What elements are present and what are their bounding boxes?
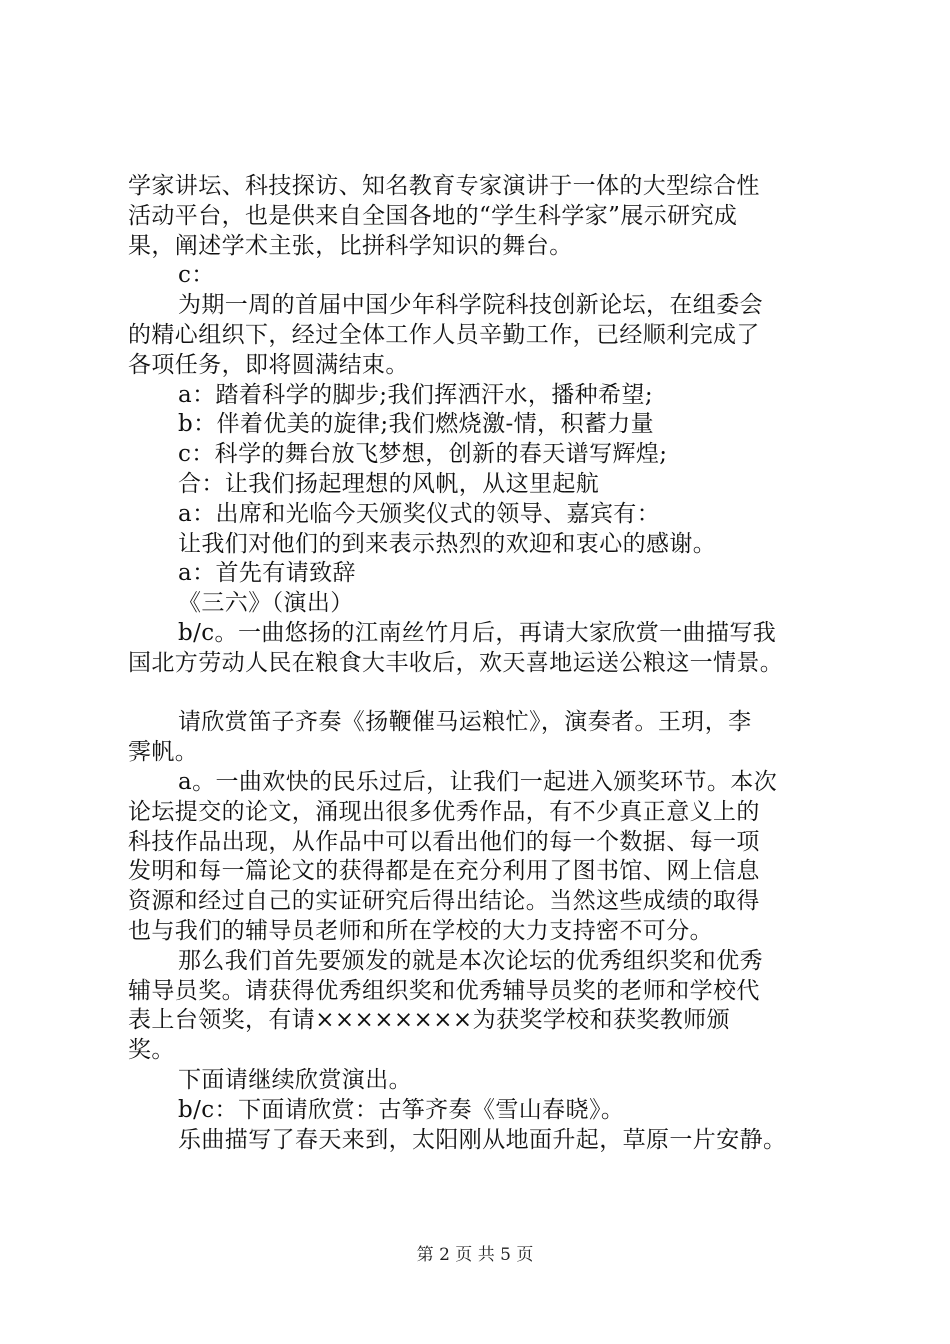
text-line: 辅导员奖。请获得优秀组织奖和优秀辅导员奖的老师和学校代	[128, 977, 760, 1004]
text-line: 学家讲坛、科技探访、知名教育专家演讲于一体的大型综合性	[128, 173, 760, 199]
text-line: 《三六》（演出）	[178, 590, 354, 617]
text-line: c：科学的舞台放飞梦想，创新的春天谱写辉煌;	[178, 441, 668, 468]
text-line: 合：让我们扬起理想的风帆，从这里起航	[178, 470, 600, 497]
text-line: 科技作品出现，从作品中可以看出他们的每一个数据、每一项	[128, 828, 760, 855]
text-line: 霁帆。	[128, 739, 199, 766]
text-line: 让我们对他们的到来表示热烈的欢迎和衷心的感谢。	[178, 530, 717, 557]
text-line: c：	[178, 262, 215, 289]
text-line	[128, 679, 850, 709]
text-line: 请欣赏笛子齐奏《扬鞭催马运粮忙》，演奏者。王玥，李	[178, 709, 752, 736]
text-line: 奖。	[128, 1037, 175, 1064]
text-line: 也与我们的辅导员老师和所在学校的大力支持密不可分。	[128, 917, 713, 944]
text-line: a：首先有请致辞	[178, 560, 356, 587]
text-line: b/c：下面请欣赏：古筝齐奏《雪山春晓》。	[178, 1096, 625, 1123]
text-line: 活动平台，也是供来自全国各地的“学生科学家”展示研究成	[128, 202, 738, 229]
text-line: 论坛提交的论文，涌现出很多优秀作品，有不少真正意义上的	[128, 798, 760, 825]
text-line: 为期一周的首届中国少年科学院科技创新论坛，在组委会	[178, 292, 763, 319]
text-line: b/c。一曲悠扬的江南丝竹月后，再请大家欣赏一曲描写我	[178, 619, 777, 646]
text-line: 国北方劳动人民在粮食大丰收后，欢天喜地运送公粮这一情景。	[128, 649, 784, 676]
text-line: 发明和每一篇论文的获得都是在充分利用了图书馆、网上信息	[128, 858, 760, 885]
text-line: 各项任务，即将圆满结束。	[128, 351, 409, 378]
text-line: 的精心组织下，经过全体工作人员辛勤工作，已经顺利完成了	[128, 321, 760, 348]
text-line: a。一曲欢快的民乐过后，让我们一起进入颁奖环节。本次	[178, 768, 778, 795]
text-line: a：出席和光临今天颁奖仪式的领导、嘉宾有：	[178, 500, 661, 527]
text-line: 表上台领奖，有请××××××××为获奖学校和获奖教师颁	[128, 1007, 730, 1034]
text-line: a：踏着科学的脚步;我们挥洒汗水，播种希望;	[178, 381, 654, 408]
text-line: 资源和经过自己的实证研究后得出结论。当然这些成绩的取得	[128, 888, 760, 915]
page-footer: 第 2 页 共 5 页	[416, 1245, 534, 1265]
text-line: 那么我们首先要颁发的就是本次论坛的优秀组织奖和优秀	[178, 947, 763, 974]
body-text	[128, 172, 850, 1155]
text-line: 乐曲描写了春天来到，太阳刚从地面升起，草原一片安静。	[178, 1126, 787, 1153]
text-line: 果，阐述学术主张，比拼科学知识的舞台。	[128, 232, 573, 259]
text-line: 下面请继续欣赏演出。	[178, 1066, 412, 1093]
text-line: b：伴着优美的旋律;我们燃烧激-情，积蓄力量	[178, 411, 655, 438]
